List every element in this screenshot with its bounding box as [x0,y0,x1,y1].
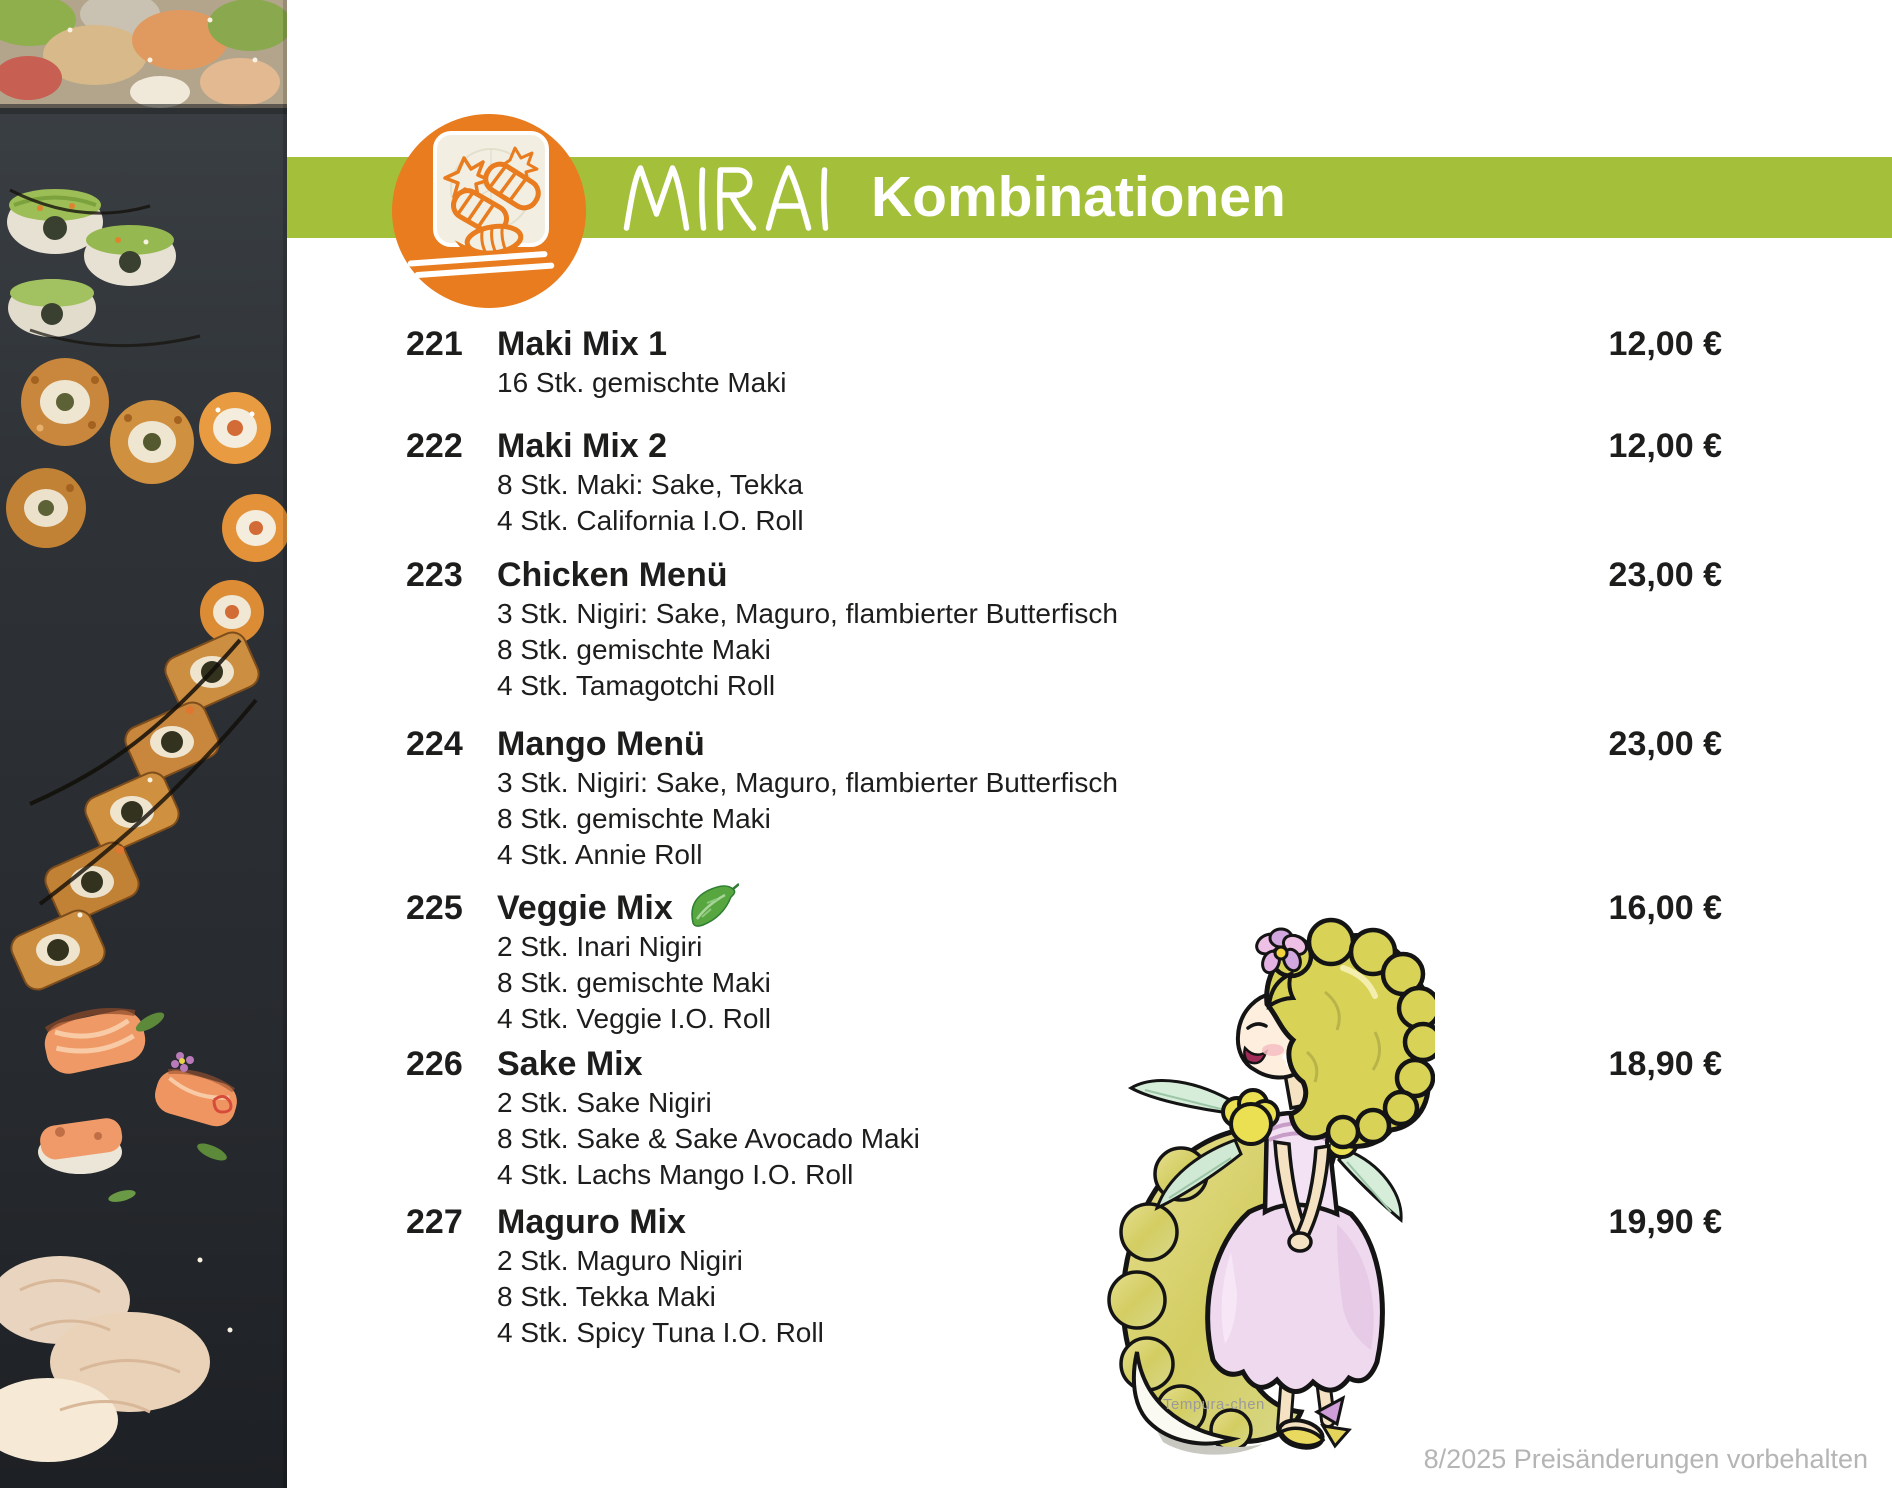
item-number: 224 [406,725,463,763]
item-descriptions [497,765,1502,873]
item-name: Sake Mix [497,1045,643,1083]
item-name: Veggie Mix [497,889,673,927]
item-description: 8 Stk. Maki: Sake, Tekka [497,469,804,500]
item-description: 4 Stk. Lachs Mango I.O. Roll [497,1159,854,1190]
menu-item [406,1201,1722,1351]
menu-item [406,723,1722,873]
item-number: 222 [406,427,463,465]
footer-note: 8/2025 Preisänderungen vorbehalten [1423,1444,1868,1474]
menu-item [406,887,1722,1037]
menu-item [406,554,1722,704]
item-number: 221 [406,325,463,363]
menu-item [406,425,1722,539]
item-description: 2 Stk. Inari Nigiri [497,931,703,962]
character-caption: Tempura-chen [1163,1396,1265,1413]
item-price: 16,00 € [1608,889,1722,927]
item-descriptions [497,467,1502,539]
tempura-chen-illustration [1085,912,1435,1457]
item-description: 4 Stk. California I.O. Roll [497,505,804,536]
item-description: 4 Stk. Annie Roll [497,839,703,870]
item-price: 12,00 € [1608,427,1722,465]
item-price: 23,00 € [1608,725,1722,763]
item-description: 8 Stk. gemischte Maki [497,634,771,665]
item-name: Maki Mix 1 [497,325,668,363]
brand-logotype-mirai [618,162,853,234]
item-number: 225 [406,889,463,927]
item-description: 8 Stk. gemischte Maki [497,967,771,998]
vegetarian-leaf-icon [687,883,739,929]
item-number: 223 [406,556,463,594]
item-price: 23,00 € [1608,556,1722,594]
item-description: 8 Stk. gemischte Maki [497,803,771,834]
item-description: 2 Stk. Sake Nigiri [497,1087,712,1118]
menu-item [406,323,1722,401]
item-description: 16 Stk. gemischte Maki [497,367,787,398]
item-description: 3 Stk. Nigiri: Sake, Maguro, flambierter Butterfisch [497,767,1118,798]
sushi-photo [0,0,287,1488]
item-number: 227 [406,1203,463,1241]
item-description: 4 Stk. Spicy Tuna I.O. Roll [497,1317,824,1348]
item-description: 4 Stk. Tamagotchi Roll [497,670,776,701]
item-description: 3 Stk. Nigiri: Sake, Maguro, flambierter Butterfisch [497,598,1118,629]
sushi-plate-icon [435,133,547,262]
page-header [618,157,1286,238]
item-descriptions [497,365,1502,401]
restaurant-logo [392,114,586,308]
item-number: 226 [406,1045,463,1083]
item-price: 19,90 € [1608,1203,1722,1241]
menu-item [406,1043,1722,1193]
item-name: Maki Mix 2 [497,427,668,465]
item-name: Mango Menü [497,725,705,763]
item-price: 18,90 € [1608,1045,1722,1083]
item-description: 4 Stk. Veggie I.O. Roll [497,1003,771,1034]
item-description: 8 Stk. Sake & Sake Avocado Maki [497,1123,920,1154]
menu-list [406,323,1722,1351]
item-description: 2 Stk. Maguro Nigiri [497,1245,743,1276]
item-descriptions [497,596,1502,704]
item-name: Chicken Menü [497,556,728,594]
item-price: 12,00 € [1608,325,1722,363]
item-name: Maguro Mix [497,1203,686,1241]
item-description: 8 Stk. Tekka Maki [497,1281,716,1312]
page-title: Kombinationen [871,165,1286,229]
